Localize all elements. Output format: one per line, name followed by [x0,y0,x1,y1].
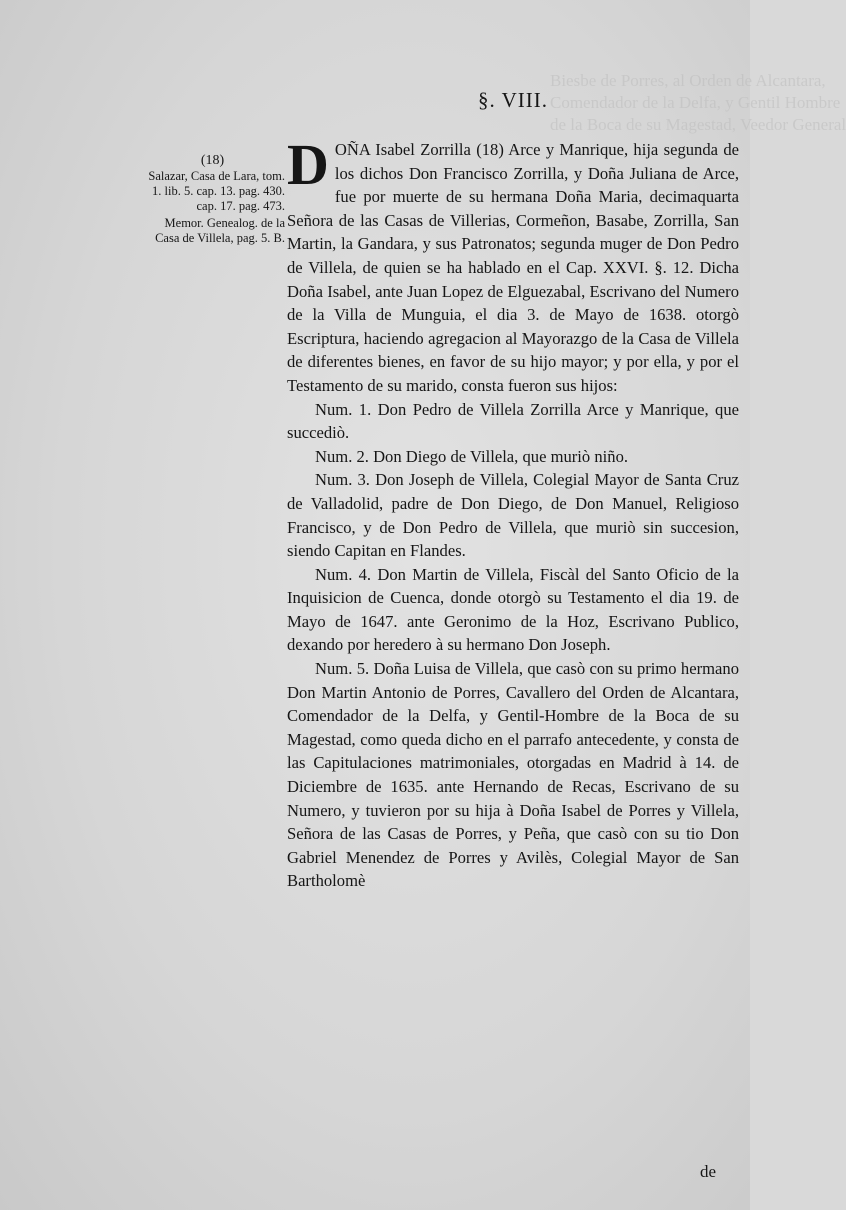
section-header: §. VIII. [478,88,549,112]
intro-paragraph [287,132,739,398]
catchword: de [700,1162,717,1181]
child-entry-1: Num. 1. Don Pedro de Villela Zorrilla Arce y Manrique, que succediò. [287,399,739,443]
intro-text: OÑA Isabel Zorrilla (18) Arce y Manrique, hija segunda de los dichos Don Francisco Zorrilla, y Doña Juliana de Arce, fue por muerte de su hermana Doña Maria, decimaquarta Señora de las Casas de Villerias, Cormeñon, Basabe, Zorrilla, San Martin, la Gandara, y sus Patronatos; segunda muger de Don Pedro de Villela, de quien se ha hablado en el Cap. XXVI. §. 12. Dicha Doña Isabel, ante Juan Lopez de Elguezabal, Escrivano del Numero de la Villa de Munguia, el dia 3. de Mayo de 1638. otorgò Escriptura, haciendo agregacion al Mayorazgo de la Casa de Villela de diferentes bienes, en favor de su hijo mayor; y por ella, y por el Testamento de su marido, consta fueron sus hijos: [287,140,739,395]
marginal-note [140,153,285,248]
child-entry-5: Num. 5. Doña Luisa de Villela, que casò con su primo hermano Don Martin Antonio de Porres, Cavallero del Orden de Alcantara, Comendador de la Delfa, y Gentil-Hombre de la Boca de su Magestad, como queda dicho en el parrafo antecedente, y consta de las Capitulaciones matrimoniales, otorgadas en Madrid à 14. de Diciembre de 1635. ante Hernando de Recas, Escrivano de su Numero, y tuvieron por su hija à Doña Isabel de Porres y Villela, Señora de las Casas de Porres, y Peña, que casò con su tio Don Gabriel Menendez de Porres y Avilès, Colegial Mayor de San Bartholomè [287,659,739,891]
child-entry-4: Num. 4. Don Martin de Villela, Fiscàl del Santo Oficio de la Inquisicion de Cuenca, donde otorgò su Testamento el dia 19. de Mayo de 1647. ante Geronimo de la Hoz, Escrivano Publico, dexando por heredero à su hermano Don Joseph. [287,564,739,655]
show-through-line: Biesbe de Porres, al Orden de Alcantara, [550,71,826,90]
citation-salazar: Salazar, Casa de Lara, tom. 1. lib. 5. cap. 13. pag. 430. cap. 17. pag. 473. [148,169,285,213]
main-text [287,132,739,893]
footnote-ref: (18) [200,153,225,168]
citation-memor: Memor. Genealog. de la Casa de Villela, pag. 5. B. [155,216,285,245]
drop-cap: D [287,132,329,197]
child-entry-2: Num. 2. Don Diego de Villela, que muriò niño. [315,446,629,466]
show-through-line: de la Boca de su Magestad, Veedor General [550,115,846,134]
child-entry-3: Num. 3. Don Joseph de Villela, Colegial Mayor de Santa Cruz de Valladolid, padre de Don Diego, de Don Manuel, Religioso Francisco, y de Don Pedro de Villela, que muriò sin succesion, siendo Capitan en Flandes. [287,470,739,561]
show-through-line: Comendador de la Delfa, y Gentil Hombre [550,93,841,112]
